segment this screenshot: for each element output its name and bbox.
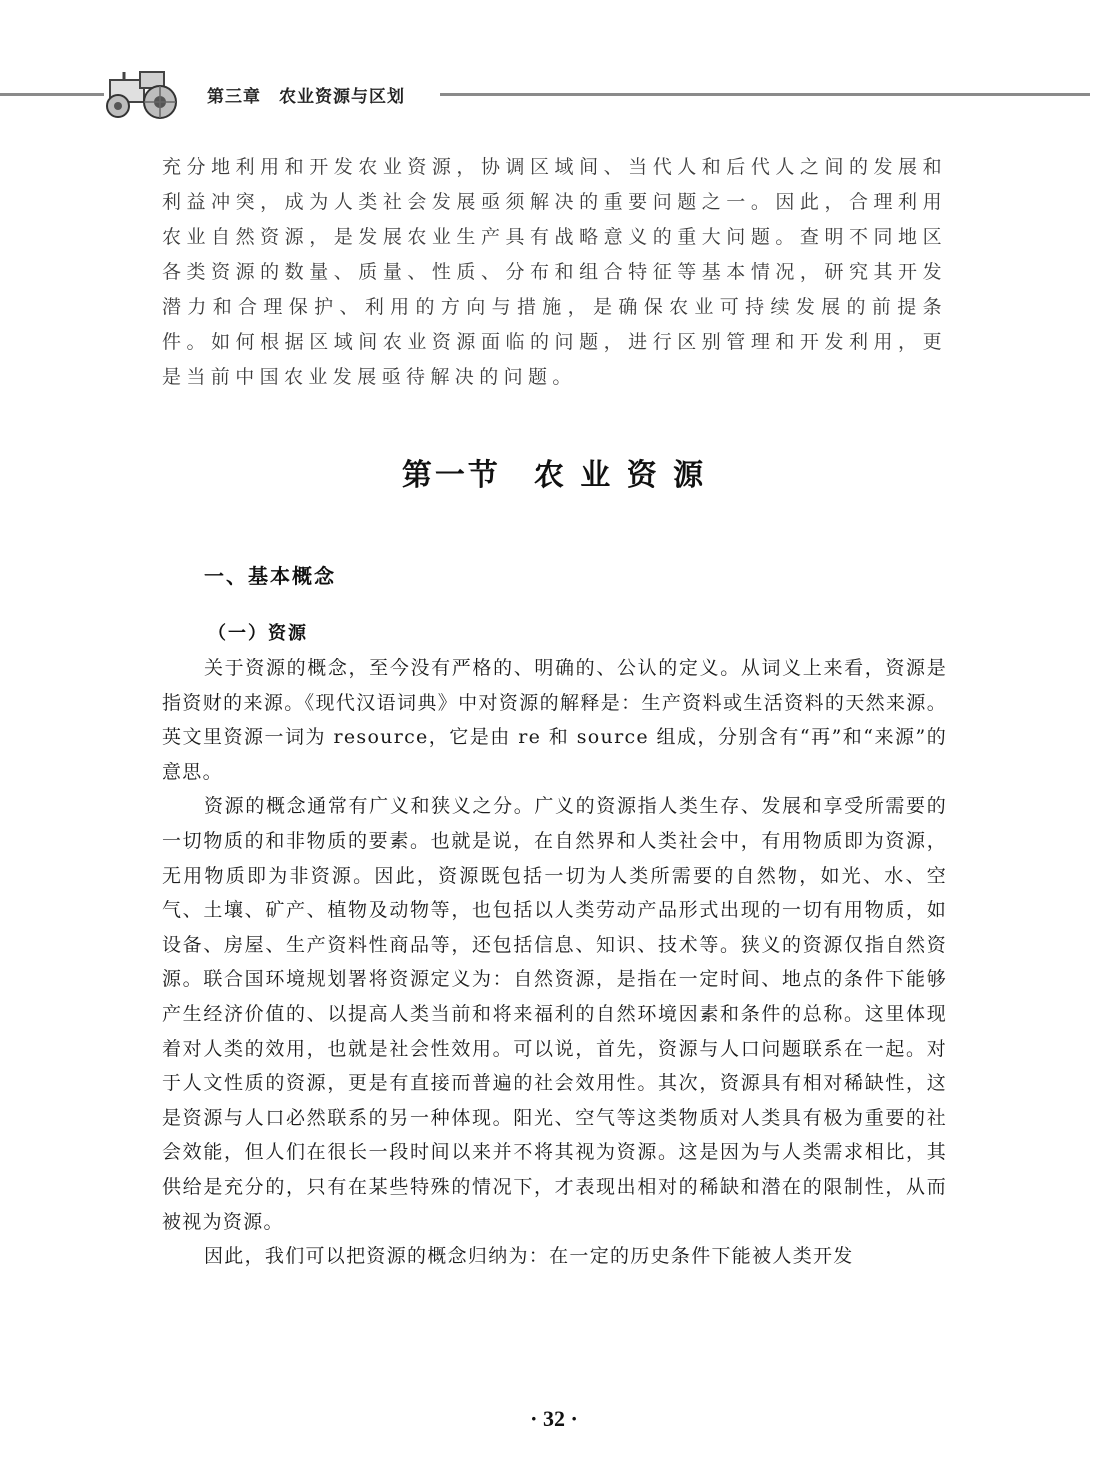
body-paragraph: 因此，我们可以把资源的概念归纳为：在一定的历史条件下能被人类开发	[204, 1245, 854, 1268]
intro-paragraph: 充分地利用和开发农业资源，协调区域间、当代人和后代人之间的发展和利益冲突，成为人类社会发展亟须解决的重要问题之一。因此，合理利用农业自然资源，是发展农业生产具有战略意义的重大问题。查明不同地区各类资源的数量、质量、性质、分布和组合特征等基本情况，研究其开发潜力和合理保护、利用的方向与措施，是确保农业可持续发展的前提条件。如何根据区域间农业资源面临的问题，进行区别管理和开发利用，更是当前中国农业发展亟待解决的问题。	[162, 156, 947, 388]
subsubsection-title: （一）资源	[208, 623, 308, 644]
body-text	[162, 651, 947, 1274]
subsection-title: 一、基本概念	[204, 564, 336, 588]
page-number: · 32 ·	[530, 1406, 578, 1431]
chapter-label: 第三章 农业资源与区划	[207, 87, 405, 107]
body-paragraph: 资源的概念通常有广义和狭义之分。广义的资源指人类生存、发展和享受所需要的一切物质的和非物质的要素。也就是说，在自然界和人类社会中，有用物质即为资源，无用物质即为非资源。因此，资源既包括一切为人类所需要的自然物，如光、水、空气、土壤、矿产、植物及动物等，也包括以人类劳动产品形式出现的一切有用物质，如设备、房屋、生产资料性商品等，还包括信息、知识、技术等。狭义的资源仅指自然资源。联合国环境规划署将资源定义为：自然资源，是指在一定时间、地点的条件下能够产生经济价值的、以提高人类当前和将来福利的自然环境因素和条件的总称。这里体现着对人类的效用，也就是社会性效用。可以说，首先，资源与人口问题联系在一起。对于人文性质的资源，更是有直接而普遍的社会效用性。其次，资源具有相对稀缺性，这是资源与人口必然联系的另一种体现。阳光、空气等这类物质对人类具有极为重要的社会效能，但人们在很长一段时间以来并不将其视为资源。这是因为与人类需求相比，其供给是充分的，只有在某些特殊的情况下，才表现出相对的稀缺和潜在的限制性，从而被视为资源。	[162, 795, 947, 1233]
tractor-icon	[96, 70, 182, 120]
header-rule-left	[0, 93, 104, 96]
body-paragraph: 关于资源的概念，至今没有严格的、明确的、公认的定义。从词义上来看，资源是指资财的来源。《现代汉语词典》中对资源的解释是：生产资料或生活资料的天然来源。英文里资源一词为 resource，它是由 re 和 source 组成，分别含有“再”和“来源”的意思。	[162, 657, 947, 783]
header-rule-right	[440, 93, 1090, 96]
running-header	[0, 66, 1108, 122]
section-title: 第一节 农 业 资 源	[401, 458, 707, 493]
intro-block	[162, 150, 947, 395]
